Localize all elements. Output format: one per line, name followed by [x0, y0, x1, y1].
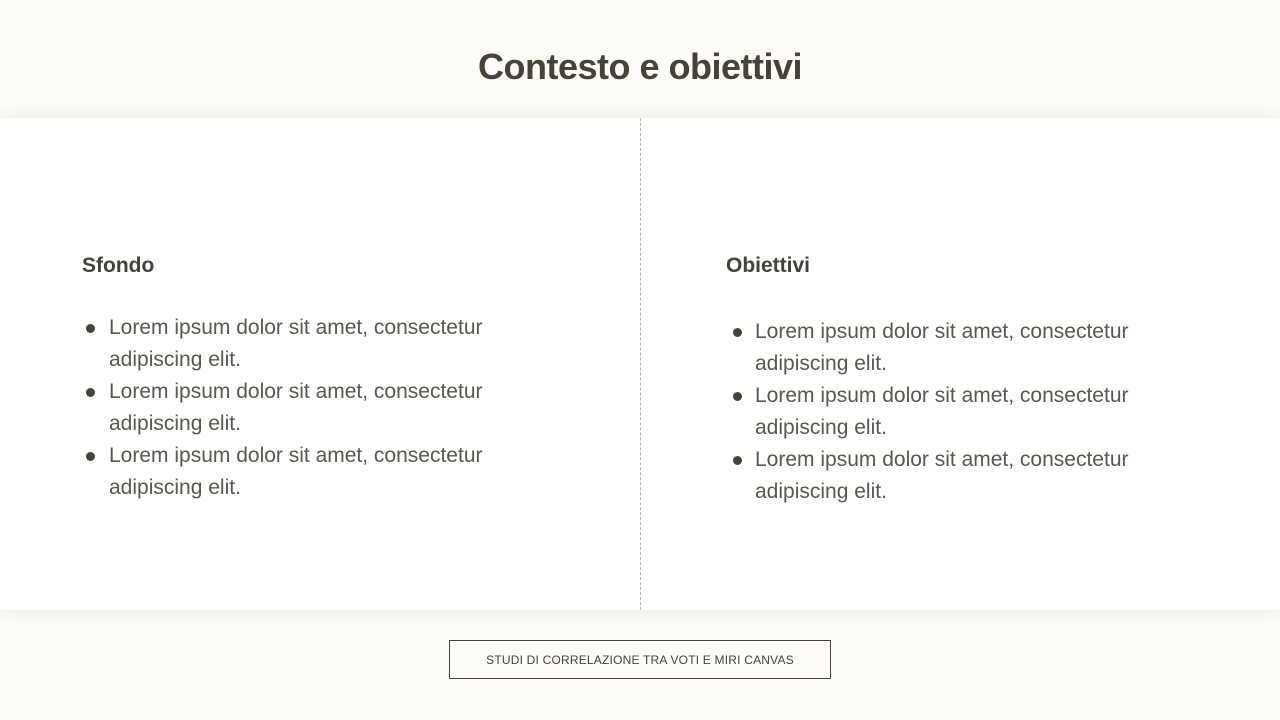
bullet-icon [86, 388, 95, 397]
bullet-icon [733, 392, 742, 401]
content-panel [0, 118, 1280, 610]
list-item [726, 444, 1166, 508]
list-item-text: Lorem ipsum dolor sit amet, consectetur adipiscing elit. [109, 444, 483, 499]
bullet-icon [86, 324, 95, 333]
list-item-text: Lorem ipsum dolor sit amet, consectetur adipiscing elit. [755, 384, 1129, 439]
list-item [726, 380, 1166, 444]
background-heading: Sfondo [82, 254, 155, 277]
list-item [726, 316, 1166, 380]
objectives-list [726, 316, 1166, 508]
list-item-text: Lorem ipsum dolor sit amet, consectetur adipiscing elit. [755, 448, 1129, 503]
bullet-icon [733, 328, 742, 337]
background-column [82, 118, 562, 610]
list-item [82, 312, 522, 376]
slide-title: Contesto e obiettivi [477, 46, 803, 87]
list-item-text: Lorem ipsum dolor sit amet, consectetur adipiscing elit. [755, 320, 1129, 375]
footer-label-box [449, 640, 831, 679]
bullet-icon [86, 452, 95, 461]
list-item [82, 376, 522, 440]
list-item-text: Lorem ipsum dolor sit amet, consectetur adipiscing elit. [109, 316, 483, 371]
objectives-heading: Obiettivi [726, 254, 811, 277]
footer-label: STUDI DI CORRELAZIONE TRA VOTI E MIRI CANVAS [486, 652, 794, 667]
objectives-column [726, 118, 1206, 610]
column-divider [640, 118, 641, 610]
list-item [82, 440, 522, 504]
bullet-icon [733, 456, 742, 465]
list-item-text: Lorem ipsum dolor sit amet, consectetur adipiscing elit. [109, 380, 483, 435]
background-list [82, 312, 522, 504]
